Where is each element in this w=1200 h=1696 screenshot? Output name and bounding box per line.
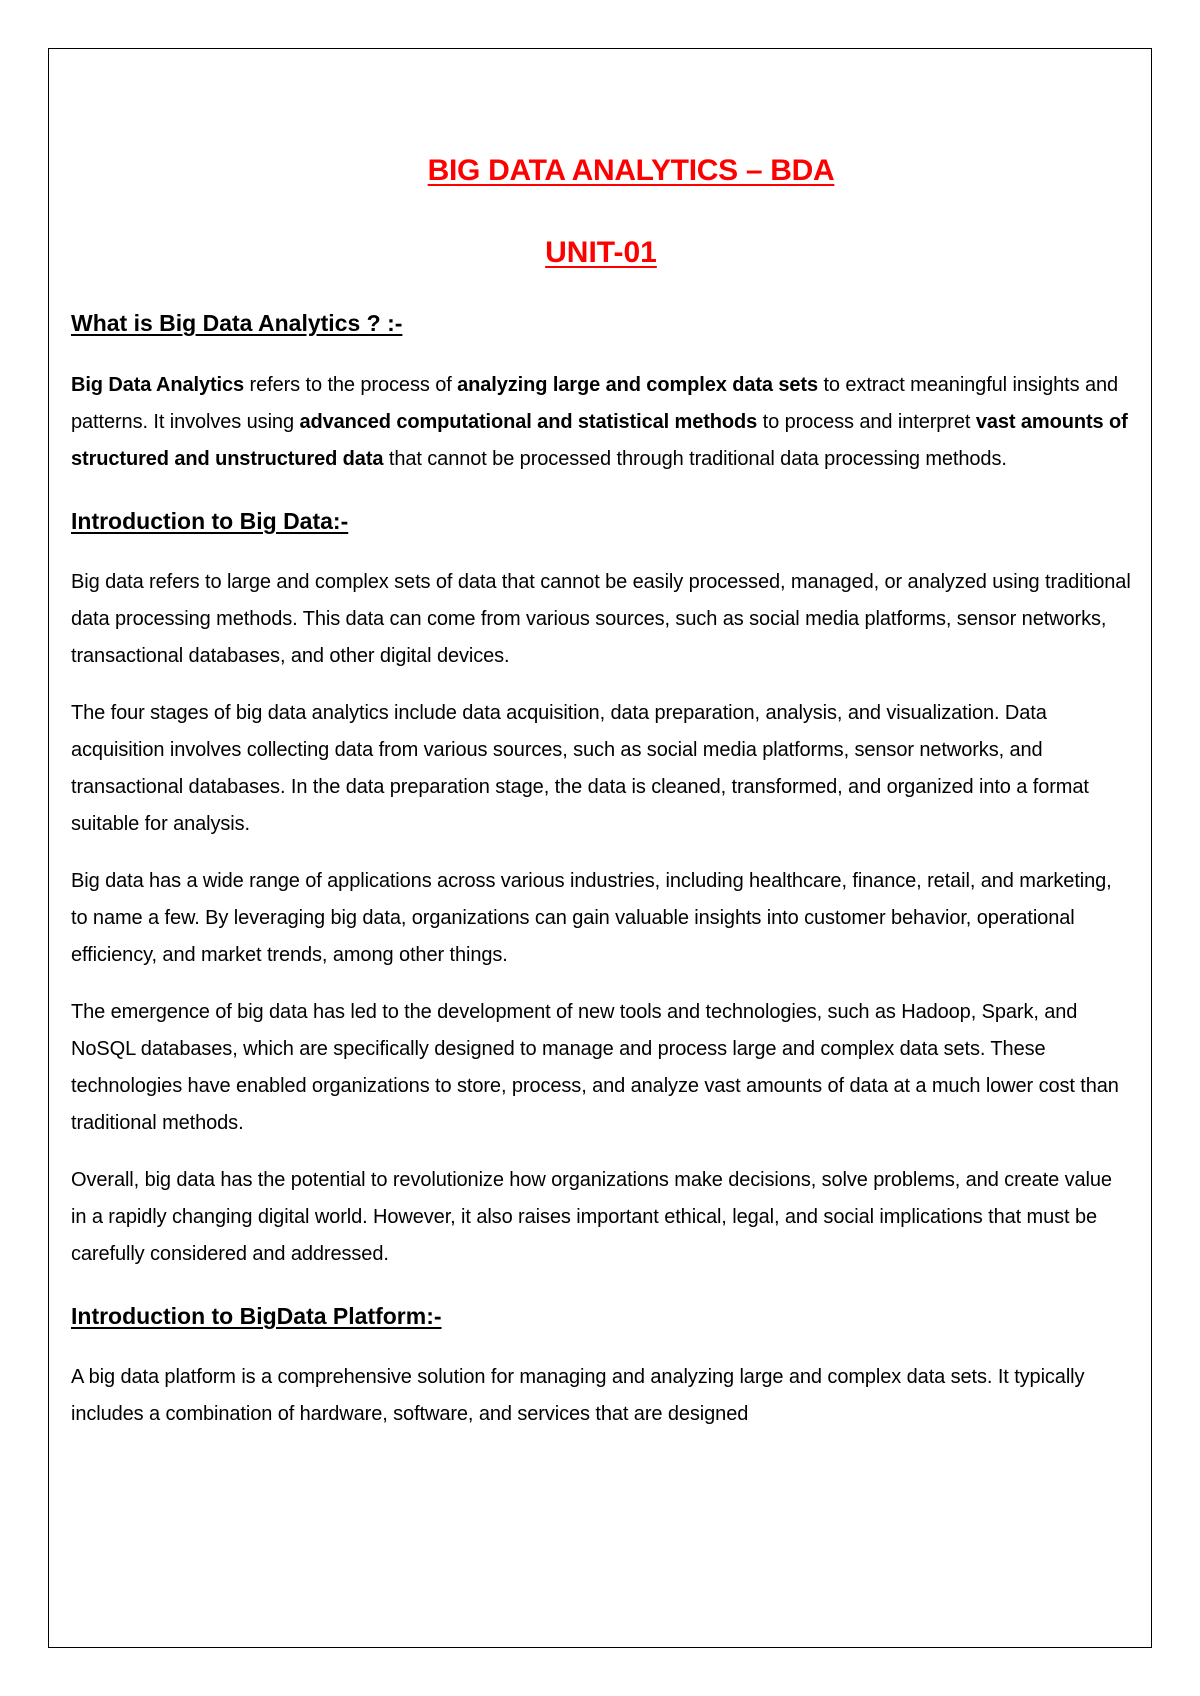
section-heading-what-is: What is Big Data Analytics ? :- — [71, 310, 403, 336]
paragraph: Overall, big data has the potential to revolutionize how organizations make decisions, solve problems, and create value in a rapidly changing digital world. However, it also raises important ethical, legal, and social implications that must be carefully considered and addressed. — [71, 1169, 1112, 1265]
bold-term: advanced computational and statistical methods — [299, 411, 758, 433]
paragraph: Big data refers to large and complex sets of data that cannot be easily processed, managed, or analyzed using traditional data processing methods. This data can come from various sources, such as social media platforms, sensor networks, transactional databases, and other digital devices. — [71, 571, 1131, 667]
paragraph-definition — [71, 367, 1131, 478]
text-run: to process and interpret — [757, 411, 976, 433]
text-run: refers to the process of — [244, 374, 458, 396]
bold-term: vast amounts of structured and unstructured data — [71, 411, 1128, 470]
bold-term: analyzing large and complex data sets — [457, 374, 819, 396]
unit-title: UNIT-01 — [545, 236, 657, 269]
paragraph: The emergence of big data has led to the development of new tools and technologies, such as Hadoop, Spark, and NoSQL databases, which are specifically designed to manage and process large and complex data sets. These technologies have enabled organizations to store, process, and analyze vast amounts of data at a much lower cost than traditional methods. — [71, 1001, 1119, 1134]
document-body — [71, 150, 1131, 1433]
section-heading-intro-big-data: Introduction to Big Data:- — [71, 508, 349, 534]
text-run: that cannot be processed through traditional data processing methods. — [383, 448, 1007, 470]
paragraph: A big data platform is a comprehensive solution for managing and analyzing large and complex data sets. It typically includes a combination of hardware, software, and services that are designed — [71, 1366, 1085, 1425]
paragraph: The four stages of big data analytics include data acquisition, data preparation, analysis, and visualization. Data acquisition involves collecting data from various sources, such as social media platforms, sensor networks, and transactional databases. In the data preparation stage, the data is cleaned, transformed, and organized into a format suitable for analysis. — [71, 702, 1089, 835]
document-title: BIG DATA ANALYTICS – BDA — [427, 154, 835, 187]
paragraph: Big data has a wide range of applications across various industries, including healthcare, finance, retail, and marketing, to name a few. By leveraging big data, organizations can gain valuable insights into customer behavior, operational efficiency, and market trends, among other things. — [71, 870, 1112, 966]
text-run: to extract meaningful insights and patterns. It involves using — [71, 374, 1119, 433]
bold-term: Big Data Analytics — [71, 374, 245, 396]
section-heading-intro-platform: Introduction to BigData Platform:- — [71, 1303, 442, 1329]
